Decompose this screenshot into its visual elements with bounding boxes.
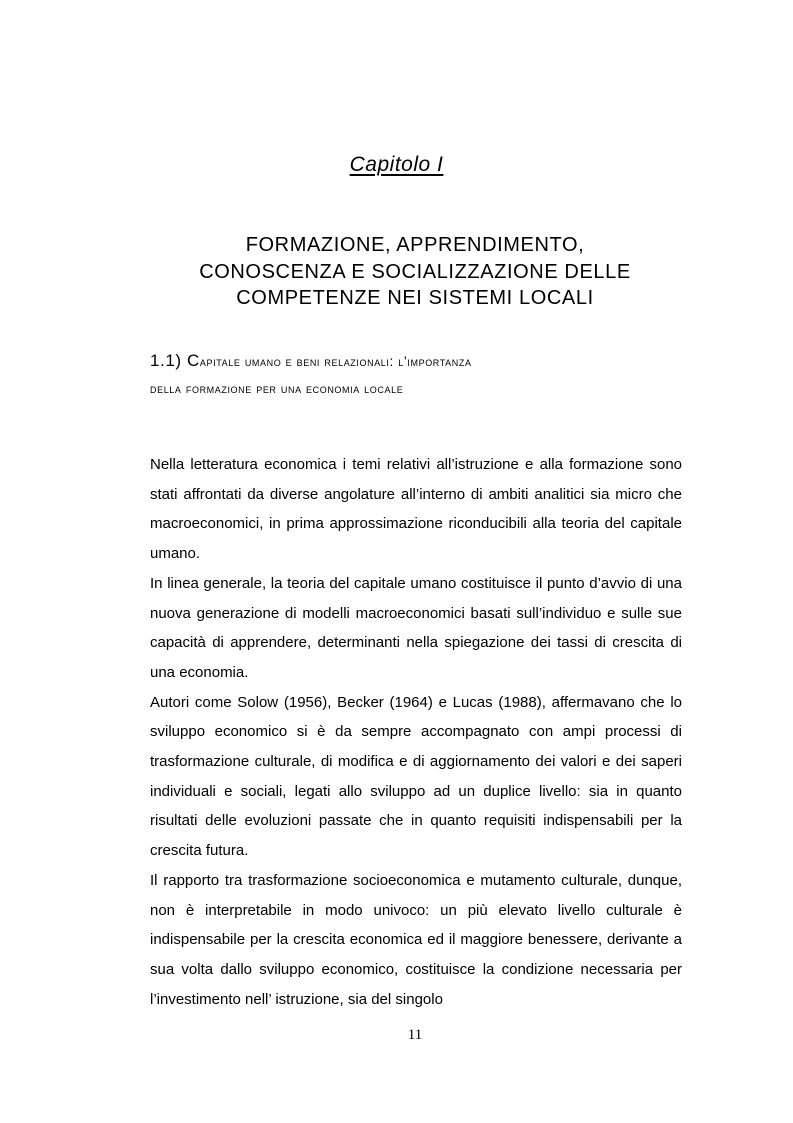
chapter-title-line-3: COMPETENZE NEI SISTEMI LOCALI — [236, 287, 594, 309]
paragraph: In linea generale, la teoria del capitale umano costituisce il punto d’avvio di una nuova generazione di modelli macroeconomici basati sull’individuo e sulle sue capacità di apprendere, determinanti nella spiegazione dei tassi di crescita di una economia. — [150, 574, 682, 681]
section-heading-text-1: apitale umano e beni relazionali: l’importanza — [199, 354, 472, 369]
section-heading-line-2: della formazione per una economia locale — [150, 381, 404, 396]
paragraph: Autori come Solow (1956), Becker (1964) e Lucas (1988), affermavano che lo sviluppo economico si è da sempre accompagnato con ampi processi di trasformazione culturale, di modifica e di aggiornamento dei valori e dei saperi individuali e sociali, legati allo sviluppo ad un duplice livello: sia in quanto risultati delle evoluzioni passate che in quanto requisiti indispensabili per la crescita futura. — [150, 693, 682, 860]
chapter-title-line-1: FORMAZIONE, APPRENDIMENTO, — [245, 234, 585, 256]
section-heading-line-1 — [150, 347, 710, 375]
section-heading-initial: C — [187, 351, 200, 370]
paragraph: Nella letteratura economica i temi relativi all’istruzione e alla formazione sono stati affrontati da diverse angolature all’interno di ambiti analitici sia micro che macroeconomici, in prima approssimazione riconducibili alla teoria del capitale umano. — [150, 456, 682, 563]
section-number: 1.1) — [150, 351, 188, 370]
paragraph: Il rapporto tra trasformazione socioeconomica e mutamento culturale, dunque, non è interpretabile in modo univoco: un più elevato livello culturale è indispensabile per la crescita economica ed il maggiore benessere, derivante a sua volta dallo sviluppo economico, costituisce la condizione necessaria per l’investimento nell’ istruzione, sia del singolo — [150, 871, 682, 1008]
chapter-title-line-2: CONOSCENZA E SOCIALIZZAZIONE DELLE — [199, 260, 631, 283]
section-heading — [150, 347, 710, 402]
body-text — [150, 450, 682, 1014]
chapter-label: Capitolo I — [349, 153, 444, 176]
page-number: 11 — [407, 1027, 423, 1043]
chapter-title — [0, 232, 793, 312]
